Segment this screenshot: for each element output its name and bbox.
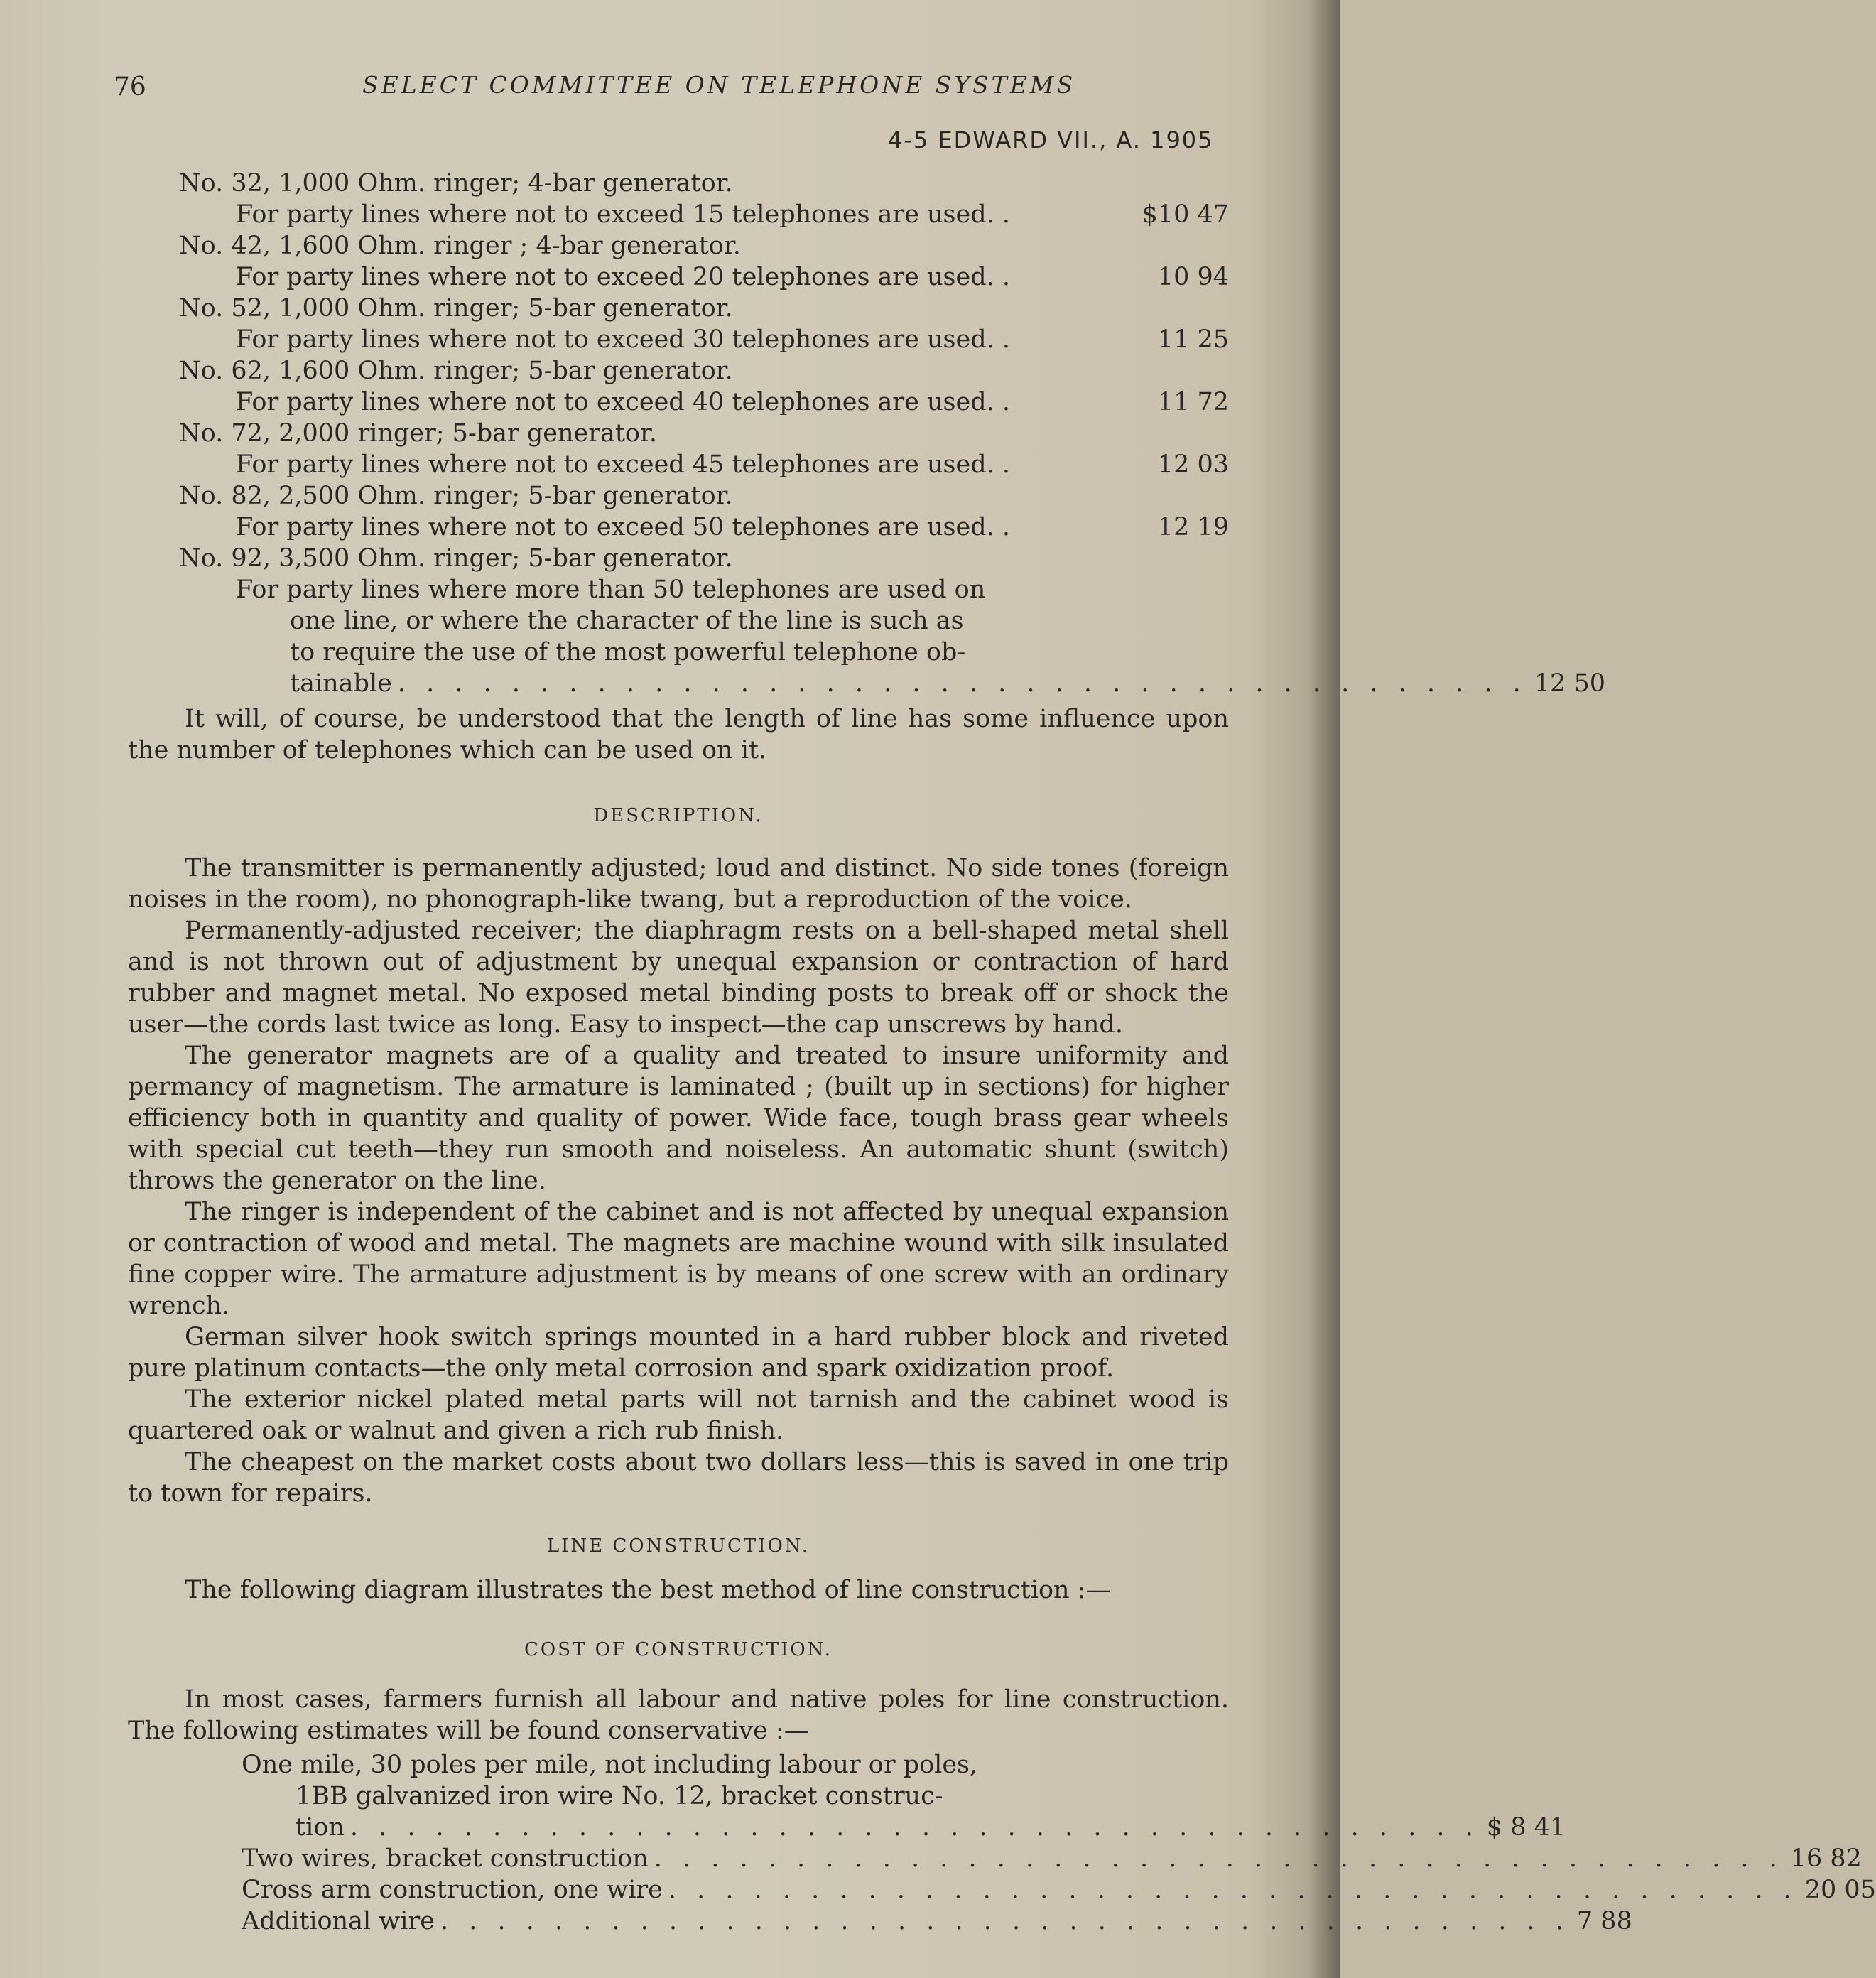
cost-item-label: Cross arm construction, one wire [242, 1876, 663, 1904]
session-label: 4-5 EDWARD VII., A. 1905 [888, 126, 1214, 153]
usage-line: For party lines where not to exceed 20 telephones are used. . [236, 263, 1010, 291]
dot-leader: . . . . . . . . . . . . . . . . . . . . . . . . . . . . . . . . . . . . . . . . [440, 1907, 1570, 1935]
usage-line: For party lines where not to exceed 30 telephones are used. . [236, 325, 1010, 354]
description-paragraph: The generator magnets are of a quality and treated to insure uniformity and permancy of magnetism. The armature is laminated ; (built up in sections) for higher efficiency both in quantity and quality of power. Wide face, tough brass gear wheels with special cut teeth—they run smooth and noiseless. An automatic shunt (switch) throws the generator on the line. [128, 1042, 1229, 1195]
price-entry [128, 168, 1229, 230]
dot-leader: . . . . . . . . . . . . . . . . . . . . . . . . . . . . . . . . . . . . . . . . [397, 669, 1527, 698]
cost-item [128, 1843, 1862, 1874]
description-paragraph: The exterior nickel plated metal parts will not tarnish and the cabinet wood is quartered oak or walnut and given a rich rub finish. [128, 1385, 1229, 1445]
description-paragraph: Permanently-adjusted receiver; the diaphragm rests on a bell-shaped metal shell and is not thrown out of adjustment by unequal expansion or contraction of hard rubber and magnet metal. No exposed metal binding posts to break off or shock the user—the cords last twice as long. Easy to inspect—the cap unscrews by hand. [128, 917, 1229, 1039]
cost-item-label: Two wires, bracket construction [242, 1844, 649, 1873]
note-paragraph: It will, of course, be understood that the length of line has some influence upon the number of telephones which can be used on it. [128, 705, 1229, 764]
cost-intro: In most cases, farmers furnish all labour and native poles for line construction. The following estimates will be found conservative :— [128, 1685, 1229, 1745]
price-value: 10 94 [1157, 263, 1229, 291]
description-heading: DESCRIPTION. [593, 805, 764, 826]
running-title: SELECT COMMITTEE ON TELEPHONE SYSTEMS [362, 71, 1076, 99]
price-value: 12 50 [1534, 669, 1605, 698]
price-entry [128, 418, 1229, 480]
cost-item [128, 1906, 1632, 1937]
price-entry [128, 293, 1229, 355]
description-paragraph: The transmitter is permanently adjusted; loud and distinct. No side tones (foreign noises in the room), no phonograph-like twang, but a reproduction of the voice. [128, 854, 1229, 914]
usage-line: For party lines where not to exceed 45 telephones are used. . [236, 450, 1010, 479]
usage-line: For party lines where not to exceed 15 telephones are used. . [236, 200, 1010, 229]
description-paragraph: German silver hook switch springs mounted in a hard rubber block and riveted pure platinum contacts—the only metal corrosion and spark oxidization proof. [128, 1323, 1229, 1383]
model-line: No. 82, 2,500 Ohm. ringer; 5-bar generator. [179, 482, 733, 510]
model-line: No. 62, 1,600 Ohm. ringer; 5-bar generator. [179, 357, 733, 385]
dot-leader: . . . . . . . . . . . . . . . . . . . . . . . . . . . . . . . . . . . . . . . . [668, 1876, 1798, 1904]
price-entry [128, 355, 1229, 418]
cost-line: tion [296, 1813, 345, 1842]
model-line: No. 52, 1,000 Ohm. ringer; 5-bar generator. [179, 294, 733, 323]
line-construction-text: The following diagram illustrates the best method of line construction :— [185, 1576, 1111, 1604]
telephone-price-list [128, 168, 1605, 699]
page-number: 76 [114, 72, 146, 102]
price-value: $10 47 [1142, 200, 1229, 229]
price-value: 7 88 [1576, 1907, 1632, 1935]
price-value: 20 05 [1804, 1876, 1876, 1904]
cost-line: One mile, 30 poles per mile, not including labour or poles, [242, 1751, 978, 1779]
usage-line: For party lines where more than 50 telephones are used on [236, 575, 986, 604]
model-line: No. 42, 1,600 Ohm. ringer ; 4-bar generator. [179, 232, 741, 260]
cost-line: 1BB galvanized iron wire No. 12, bracket construc- [296, 1782, 943, 1810]
price-value: 11 72 [1157, 388, 1229, 416]
dot-leader: . . . . . . . . . . . . . . . . . . . . . . . . . . . . . . . . . . . . . . . . [654, 1844, 1784, 1873]
usage-line: For party lines where not to exceed 50 telephones are used. . [236, 513, 1010, 541]
model-line: No. 72, 2,000 ringer; 5-bar generator. [179, 419, 658, 448]
cost-item-label: Additional wire [242, 1907, 435, 1935]
description-paragraph: The cheapest on the market costs about two dollars less—this is saved in one trip to town for repairs. [128, 1448, 1229, 1508]
dot-leader: . . . . . . . . . . . . . . . . . . . . . . . . . . . . . . . . . . . . . . . . [349, 1813, 1480, 1842]
model-line: No. 92, 3,500 Ohm. ringer; 5-bar generator. [179, 544, 733, 573]
cost-item [128, 1874, 1876, 1906]
line-construction-heading: LINE CONSTRUCTION. [546, 1535, 810, 1557]
usage-line: tainable [290, 669, 392, 698]
model-line: No. 32, 1,000 Ohm. ringer; 4-bar generator. [179, 169, 733, 198]
usage-line: one line, or where the character of the line is such as [290, 607, 964, 635]
price-value: 12 19 [1157, 513, 1229, 541]
price-entry [128, 480, 1229, 543]
usage-line: to require the use of the most powerful telephone ob- [290, 638, 966, 666]
price-entry [128, 543, 1605, 699]
page-body [128, 168, 1876, 1937]
cost-estimate-list [128, 1749, 1876, 1937]
usage-line: For party lines where not to exceed 40 telephones are used. . [236, 388, 1010, 416]
description-paragraph: The ringer is independent of the cabinet and is not affected by unequal expansion or contraction of wood and metal. The magnets are machine wound with silk insulated fine copper wire. The armature adjustment is by means of one screw with an ordinary wrench. [128, 1198, 1229, 1320]
price-value: 16 82 [1790, 1844, 1862, 1873]
price-entry [128, 230, 1229, 293]
price-value: $ 8 41 [1486, 1813, 1566, 1842]
price-value: 11 25 [1157, 325, 1229, 354]
cost-heading: COST OF CONSTRUCTION. [524, 1639, 833, 1660]
price-value: 12 03 [1157, 450, 1229, 479]
